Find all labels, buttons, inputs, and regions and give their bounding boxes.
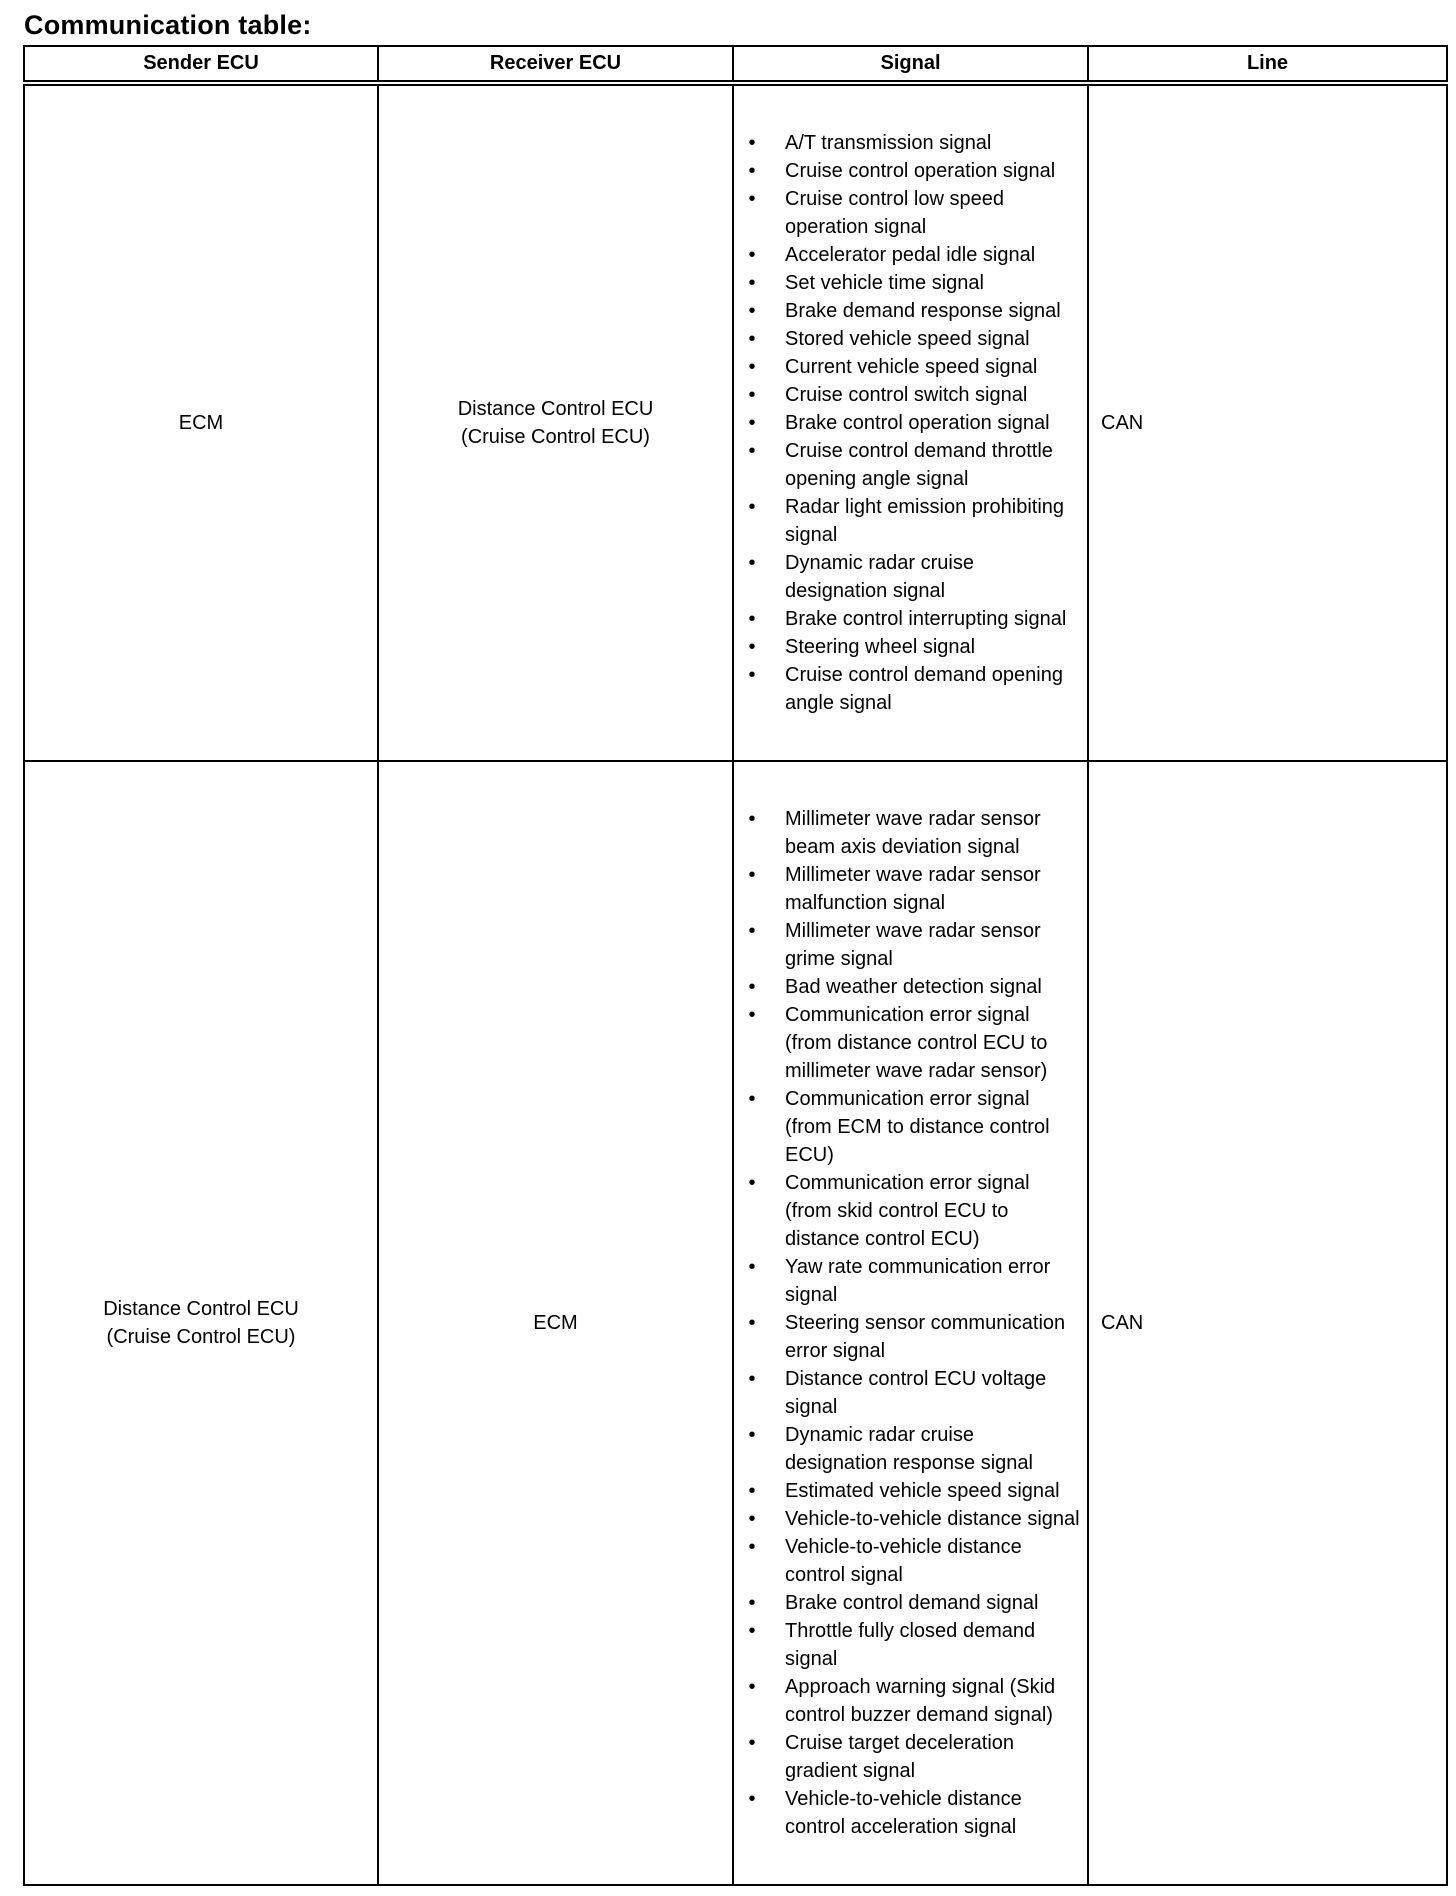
signal-item bbox=[744, 297, 1081, 325]
bullet-icon: • bbox=[748, 300, 756, 322]
signal-cell bbox=[733, 83, 1088, 761]
signal-item bbox=[744, 353, 1081, 381]
bullet-icon: • bbox=[748, 976, 756, 998]
signal-text: Bad weather detection signal bbox=[785, 976, 1042, 998]
bullet-icon: • bbox=[748, 328, 756, 350]
signal-item bbox=[744, 917, 1081, 973]
signal-item bbox=[744, 1505, 1081, 1533]
line-value: CAN bbox=[1101, 412, 1144, 434]
bullet-icon: • bbox=[748, 244, 756, 266]
signal-item bbox=[744, 1589, 1081, 1617]
signal-item bbox=[744, 325, 1081, 353]
bullet-icon: • bbox=[748, 552, 756, 574]
bullet-icon: • bbox=[748, 496, 756, 518]
signal-item bbox=[744, 1673, 1081, 1729]
bullet-icon: • bbox=[748, 1592, 756, 1614]
signal-item bbox=[744, 1001, 1081, 1085]
signal-item bbox=[744, 1617, 1081, 1673]
bullet-icon: • bbox=[748, 412, 756, 434]
cell-text: Distance Control ECU bbox=[103, 1298, 299, 1320]
bullet-icon: • bbox=[748, 440, 756, 462]
signal-text: Steering wheel signal bbox=[785, 636, 976, 658]
signal-item bbox=[744, 129, 1081, 157]
signal-text: Cruise control demand opening angle signal bbox=[785, 664, 1063, 714]
signal-text: Vehicle-to-vehicle distance signal bbox=[785, 1508, 1080, 1530]
signal-list bbox=[744, 805, 1081, 1841]
signal-text: Millimeter wave radar sensor grime signal bbox=[785, 920, 1041, 970]
cell-text: (Cruise Control ECU) bbox=[106, 1326, 296, 1348]
bullet-icon: • bbox=[748, 608, 756, 630]
signal-text: Communication error signal (from skid control ECU to distance control ECU) bbox=[785, 1172, 1030, 1250]
signal-item bbox=[744, 1785, 1081, 1841]
signal-text: Brake control interrupting signal bbox=[785, 608, 1067, 630]
bullet-icon: • bbox=[748, 356, 756, 378]
signal-item bbox=[744, 973, 1081, 1001]
signal-text: Brake demand response signal bbox=[785, 300, 1061, 322]
signal-item bbox=[744, 1169, 1081, 1253]
signal-text: Steering sensor communication error signal bbox=[785, 1312, 1066, 1362]
header-sender-ecu: Sender ECU bbox=[24, 46, 378, 83]
bullet-icon: • bbox=[748, 272, 756, 294]
signal-text: Cruise control demand throttle opening angle signal bbox=[785, 440, 1053, 490]
signal-item bbox=[744, 185, 1081, 241]
signal-text: Throttle fully closed demand signal bbox=[785, 1620, 1036, 1670]
signal-item bbox=[744, 1085, 1081, 1169]
bullet-icon: • bbox=[748, 1620, 756, 1642]
signal-text: Millimeter wave radar sensor beam axis deviation signal bbox=[785, 808, 1041, 858]
signal-text: Radar light emission prohibiting signal bbox=[785, 496, 1065, 546]
bullet-icon: • bbox=[748, 1788, 756, 1810]
bullet-icon: • bbox=[748, 1368, 756, 1390]
signal-text: Dynamic radar cruise designation signal bbox=[785, 552, 974, 602]
signal-item bbox=[744, 157, 1081, 185]
signal-cell bbox=[733, 761, 1088, 1885]
signal-text: Accelerator pedal idle signal bbox=[785, 244, 1036, 266]
receiver-ecu-cell bbox=[378, 83, 733, 761]
bullet-icon: • bbox=[748, 1312, 756, 1334]
bullet-icon: • bbox=[748, 1088, 756, 1110]
cell-text: Distance Control ECU bbox=[457, 398, 654, 420]
sender-ecu-cell bbox=[24, 83, 378, 761]
bullet-icon: • bbox=[748, 132, 756, 154]
bullet-icon: • bbox=[748, 1424, 756, 1446]
signal-text: Millimeter wave radar sensor malfunction signal bbox=[785, 864, 1041, 914]
signal-item bbox=[744, 241, 1081, 269]
signal-item bbox=[744, 633, 1081, 661]
page-title: Communication table: bbox=[24, 10, 312, 40]
bullet-icon: • bbox=[748, 1536, 756, 1558]
receiver-ecu-cell bbox=[378, 761, 733, 1885]
cell-text: (Cruise Control ECU) bbox=[461, 426, 650, 448]
signal-item bbox=[744, 1729, 1081, 1785]
sender-ecu-cell bbox=[24, 761, 378, 1885]
signal-text: Estimated vehicle speed signal bbox=[785, 1480, 1060, 1502]
signal-text: Current vehicle speed signal bbox=[785, 356, 1038, 378]
signal-item bbox=[744, 269, 1081, 297]
line-cell bbox=[1088, 83, 1447, 761]
table-row bbox=[24, 761, 1447, 1885]
signal-item bbox=[744, 1365, 1081, 1421]
signal-text: Vehicle-to-vehicle distance control acceleration signal bbox=[785, 1788, 1022, 1838]
table-row bbox=[24, 83, 1447, 761]
bullet-icon: • bbox=[748, 1480, 756, 1502]
signal-text: Dynamic radar cruise designation response signal bbox=[785, 1424, 1033, 1474]
signal-list bbox=[744, 129, 1081, 717]
signal-item bbox=[744, 1309, 1081, 1365]
bullet-icon: • bbox=[748, 920, 756, 942]
cell-text: ECM bbox=[533, 1312, 578, 1334]
signal-item bbox=[744, 861, 1081, 917]
line-value: CAN bbox=[1101, 1312, 1144, 1334]
signal-item bbox=[744, 605, 1081, 633]
line-cell bbox=[1088, 761, 1447, 1885]
bullet-icon: • bbox=[748, 1732, 756, 1754]
communication-table bbox=[23, 45, 1448, 1886]
bullet-icon: • bbox=[748, 1508, 756, 1530]
signal-text: Cruise control switch signal bbox=[785, 384, 1028, 406]
signal-text: Approach warning signal (Skid control buzzer demand signal) bbox=[785, 1676, 1056, 1726]
signal-text: Communication error signal (from distance control ECU to millimeter wave radar sensor) bbox=[785, 1004, 1048, 1082]
header-line: Line bbox=[1088, 46, 1447, 83]
bullet-icon: • bbox=[748, 664, 756, 686]
signal-item bbox=[744, 493, 1081, 549]
signal-text: Communication error signal (from ECM to distance control ECU) bbox=[785, 1088, 1050, 1166]
signal-text: Brake control demand signal bbox=[785, 1592, 1039, 1614]
bullet-icon: • bbox=[748, 1676, 756, 1698]
bullet-icon: • bbox=[748, 1004, 756, 1026]
signal-text: Set vehicle time signal bbox=[785, 272, 984, 294]
signal-item bbox=[744, 381, 1081, 409]
header-signal: Signal bbox=[733, 46, 1088, 83]
signal-item bbox=[744, 1477, 1081, 1505]
bullet-icon: • bbox=[748, 636, 756, 658]
bullet-icon: • bbox=[748, 160, 756, 182]
signal-item bbox=[744, 1533, 1081, 1589]
signal-text: Vehicle-to-vehicle distance control signal bbox=[785, 1536, 1022, 1586]
header-receiver-ecu: Receiver ECU bbox=[378, 46, 733, 83]
signal-text: A/T transmission signal bbox=[785, 132, 992, 154]
signal-text: Cruise control operation signal bbox=[785, 160, 1056, 182]
signal-text: Yaw rate communication error signal bbox=[785, 1256, 1051, 1306]
signal-item bbox=[744, 549, 1081, 605]
signal-text: Cruise control low speed operation signal bbox=[785, 188, 1004, 238]
signal-item bbox=[744, 1253, 1081, 1309]
signal-item bbox=[744, 661, 1081, 717]
signal-item bbox=[744, 805, 1081, 861]
bullet-icon: • bbox=[748, 188, 756, 210]
bullet-icon: • bbox=[748, 808, 756, 830]
signal-item bbox=[744, 409, 1081, 437]
signal-text: Distance control ECU voltage signal bbox=[785, 1368, 1047, 1418]
bullet-icon: • bbox=[748, 384, 756, 406]
bullet-icon: • bbox=[748, 1172, 756, 1194]
signal-item bbox=[744, 1421, 1081, 1477]
table-header-row bbox=[24, 46, 1447, 83]
signal-text: Stored vehicle speed signal bbox=[785, 328, 1030, 350]
bullet-icon: • bbox=[748, 864, 756, 886]
bullet-icon: • bbox=[748, 1256, 756, 1278]
signal-item bbox=[744, 437, 1081, 493]
cell-text: ECM bbox=[178, 412, 224, 434]
signal-text: Brake control operation signal bbox=[785, 412, 1050, 434]
signal-text: Cruise target deceleration gradient signal bbox=[785, 1732, 1015, 1782]
